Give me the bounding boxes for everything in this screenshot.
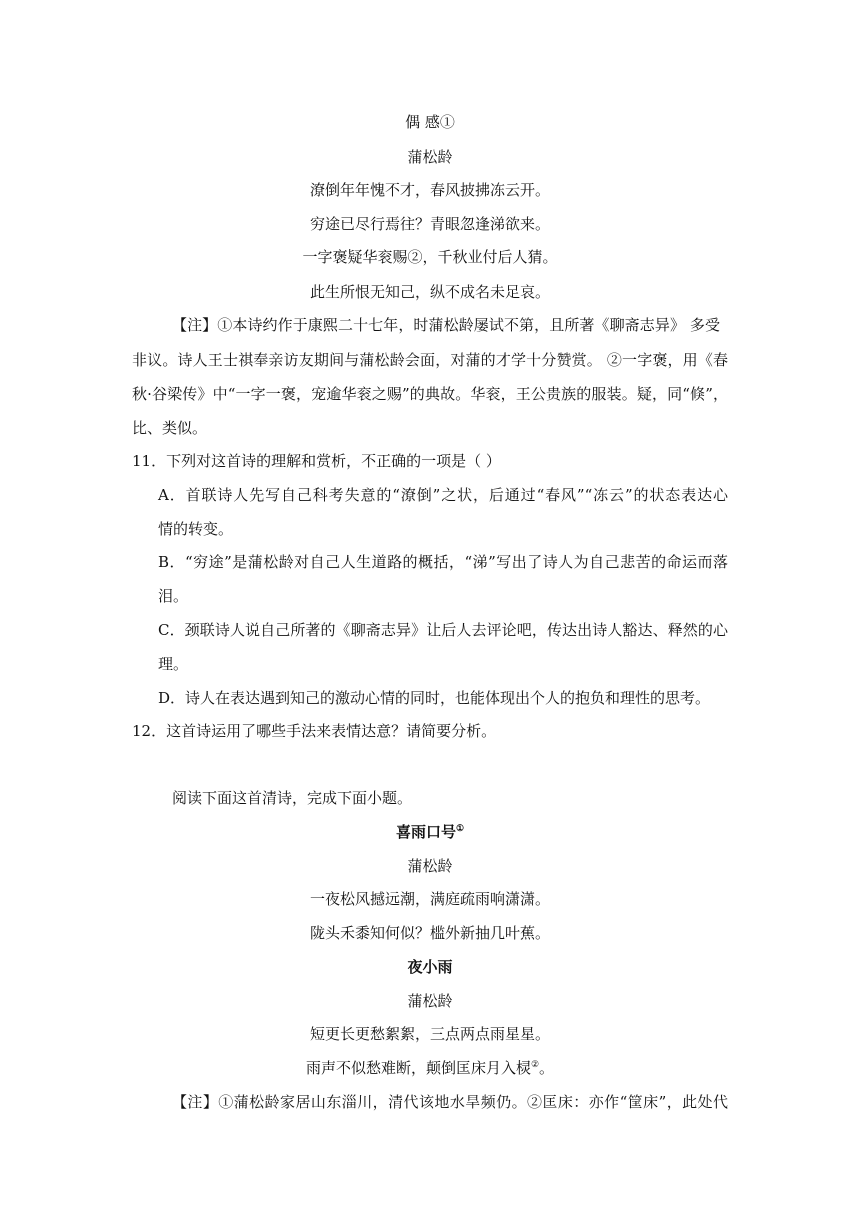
poem1-author: 蒲松龄 — [407, 148, 453, 166]
option-a: A．首联诗人先写自己科考失意的“潦倒”之状，后通过“春风”“冻云”的状态表达心 — [158, 486, 728, 504]
reading-intro: 阅读下面这首清诗，完成下面小题。 — [172, 789, 413, 807]
poem3-line: 短更长更愁絮絮，三点两点雨星星。 — [309, 1025, 550, 1043]
note1-line: 比、类似。 — [132, 419, 208, 437]
note1-line: 秋·谷梁传》中“一字一褒，宠逾华衮之赐”的典故。华衮，王公贵族的服装。疑，同“倏”， — [132, 385, 728, 403]
poem1-title: 偶 感① — [405, 113, 455, 131]
question-12-stem: 12．这首诗运用了哪些手法来表情达意？请简要分析。 — [132, 722, 497, 740]
poem2-line: 一夜松风撼远潮，满庭疏雨响潇潇。 — [309, 890, 550, 908]
option-c-cont: 理。 — [158, 655, 189, 673]
poem2-author: 蒲松龄 — [407, 857, 453, 875]
poem1-line: 此生所恨无知己，纵不成名未足哀。 — [309, 283, 550, 301]
poem3-author: 蒲松龄 — [407, 992, 453, 1010]
poem2-line: 陇头禾黍知何似？槛外新抽几叶蕉。 — [309, 924, 550, 942]
footnote-marker: ② — [530, 1060, 540, 1070]
option-a-cont: 情的转变。 — [158, 520, 234, 538]
poem1-line: 一字褒疑华衮赐②，千秋业付后人猜。 — [302, 248, 558, 266]
poem1-line: 穷途已尽行焉往？青眼忽逢涕欲来。 — [309, 215, 550, 233]
note1-line: 非议。诗人王士祺奉亲访友期间与蒲松龄会面，对蒲的才学十分赞赏。 ②一字褒，用《春 — [132, 351, 728, 369]
poem3-line: 雨声不似愁难断，颠倒匡床月入棂②。 — [305, 1059, 555, 1077]
question-11-stem: 11．下列对这首诗的理解和赏析，不正确的一项是（ ） — [132, 452, 501, 470]
poem1-line: 潦倒年年愧不才，春风披拂冻云开。 — [309, 181, 550, 199]
option-d: D．诗人在表达遇到知己的激动心情的同时，也能体现出个人的抱负和理性的思考。 — [158, 689, 711, 707]
footnote-marker: ① — [455, 824, 465, 834]
poem3-title: 夜小雨 — [407, 958, 453, 976]
option-b-cont: 泪。 — [158, 587, 189, 605]
option-c: C．颈联诗人说自己所著的《聊斋志异》让后人去评论吧，传达出诗人豁达、释然的心 — [158, 621, 728, 639]
note2-line: 【注】①蒲松龄家居山东淄川，清代该地水旱频仍。②匡床：亦作“筐床”，此处代 — [172, 1093, 728, 1111]
option-b: B．“穷途”是蒲松龄对自己人生道路的概括，“涕”写出了诗人为自己悲苦的命运而落 — [158, 553, 728, 571]
poem2-title: 喜雨口号① — [395, 823, 465, 841]
note1-line: 【注】①本诗约作于康熙二十七年，时蒲松龄屡试不第，且所著《聊斋志异》 多受 — [172, 316, 720, 334]
